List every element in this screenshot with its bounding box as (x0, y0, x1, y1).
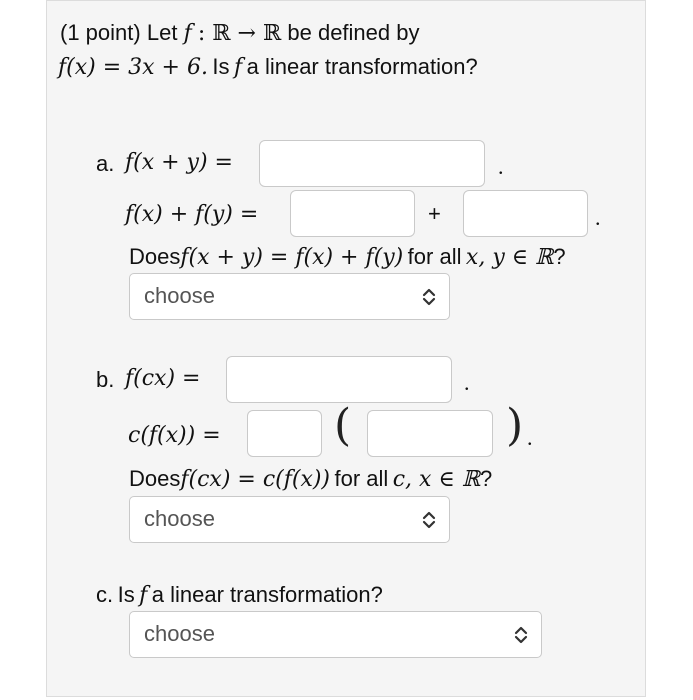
plus-sign: + (428, 201, 441, 226)
question-mark: ? (480, 466, 493, 491)
part-a-question (129, 244, 566, 270)
homogeneity-condition: f(cx) = c(f(x)) (180, 467, 331, 492)
updown-chevron-icon (421, 286, 437, 308)
quantified-vars: x, y ∈ ℝ (465, 245, 554, 270)
does-text: Does (129, 244, 181, 269)
select-value: choose (144, 621, 215, 646)
question-line-2 (58, 54, 478, 80)
part-b-label: b. (96, 367, 115, 392)
for-all-text: for all (334, 466, 389, 491)
fxy-input[interactable] (259, 140, 485, 187)
does-text: Does (129, 466, 181, 491)
function-symbol-2: f (233, 55, 243, 80)
question-line-1 (60, 20, 419, 46)
part-a-lhs1: f(x + y) = (125, 150, 233, 175)
defined-by-text: be defined by (287, 20, 420, 45)
part-c-question (96, 582, 383, 608)
fcx-input[interactable] (226, 356, 452, 403)
updown-chevron-icon (421, 509, 437, 531)
part-a-lhs2: f(x) + f(y) = (125, 202, 259, 227)
right-paren: ) (506, 400, 524, 451)
part-b-select[interactable] (129, 496, 450, 543)
period: . (498, 154, 504, 179)
period: . (464, 370, 470, 395)
updown-chevron-icon (513, 624, 529, 646)
fx-input[interactable] (290, 190, 415, 237)
period: . (595, 205, 601, 230)
additivity-condition: f(x + y) = f(x) + f(y) (180, 245, 404, 270)
function-definition: f(x) = 3x + 6. (58, 55, 208, 80)
linear-question-text: a linear transformation? (151, 582, 383, 607)
let-text: Let (146, 20, 178, 45)
is-text: Is (212, 54, 230, 79)
points-label: (1 point) (60, 20, 141, 45)
function-symbol: f (139, 583, 148, 608)
select-value: choose (144, 506, 215, 531)
is-text: Is (117, 582, 135, 607)
part-b-lhs1: f(cx) = (125, 366, 201, 391)
part-a-select[interactable] (129, 273, 450, 320)
part-c-select[interactable] (129, 611, 542, 658)
quantified-vars: c, x ∈ ℝ (392, 467, 481, 492)
part-c-label: c. (96, 582, 114, 607)
linear-question-text: a linear transformation? (246, 54, 478, 79)
inner-input[interactable] (367, 410, 493, 457)
question-mark: ? (553, 244, 566, 269)
left-paren: ( (334, 400, 352, 451)
domain-map: : ℝ → ℝ (197, 21, 282, 46)
fy-input[interactable] (463, 190, 588, 237)
c-input[interactable] (247, 410, 322, 457)
part-b-question (129, 466, 492, 492)
for-all-text: for all (407, 244, 462, 269)
period: . (527, 425, 533, 450)
function-symbol: f (183, 21, 192, 46)
part-a-label: a. (96, 151, 115, 176)
select-value: choose (144, 283, 215, 308)
part-b-lhs2: c(f(x)) = (128, 423, 221, 448)
